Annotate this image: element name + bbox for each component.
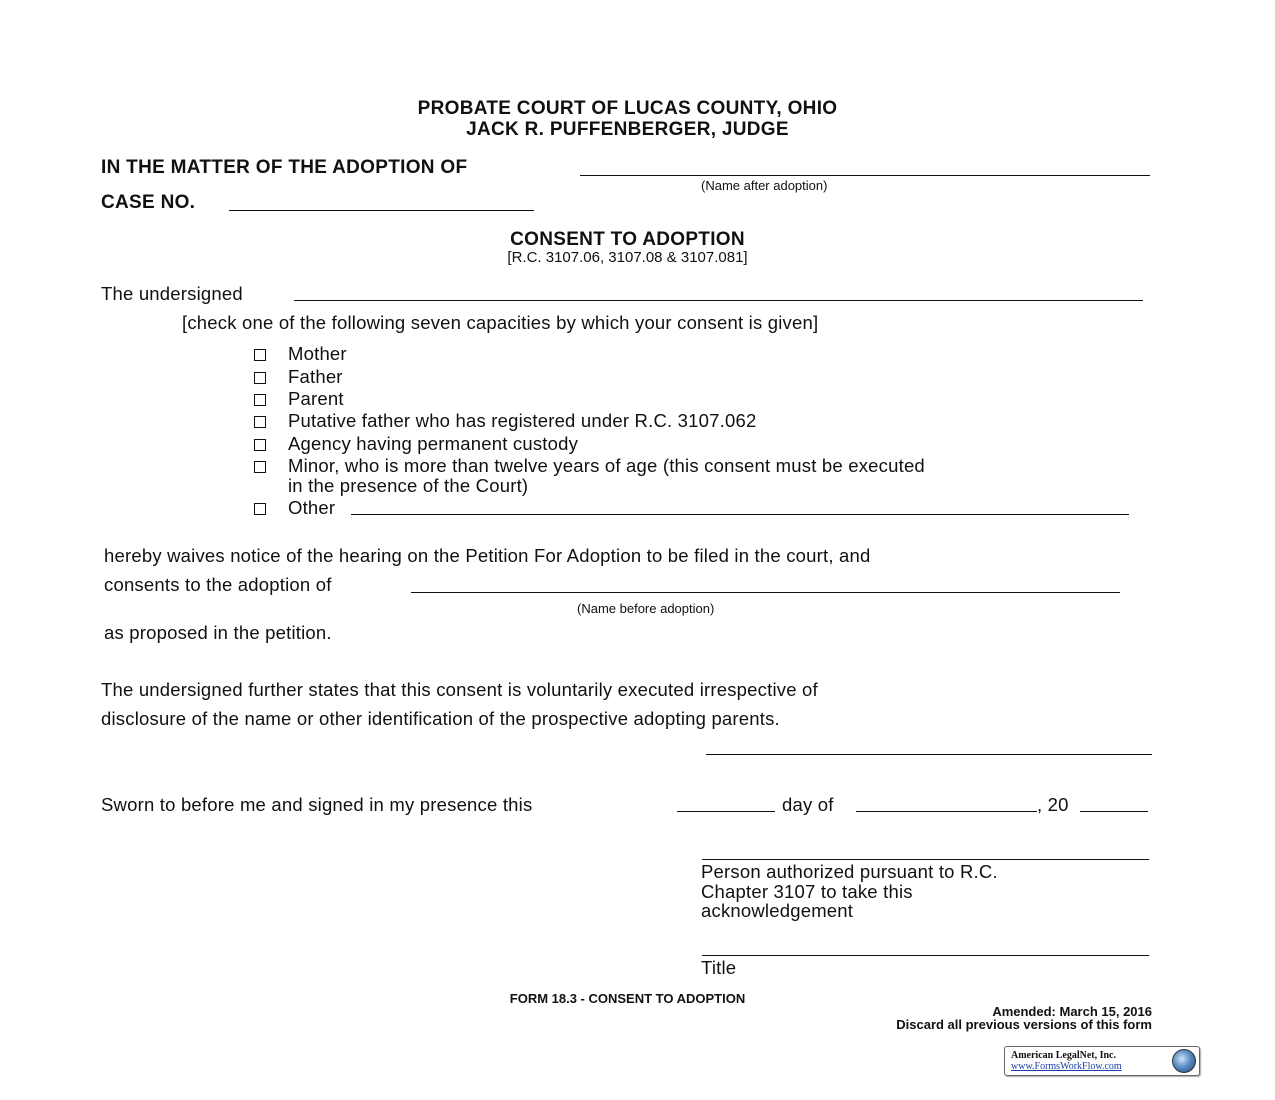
logo-url[interactable]: www.FormsWorkFlow.com (1011, 1061, 1122, 1072)
adoptee-name-after-field[interactable] (580, 175, 1150, 176)
signature-field[interactable] (706, 754, 1152, 755)
legalnet-logo (1004, 1046, 1200, 1076)
checkbox-father[interactable] (254, 372, 266, 384)
capacity-father-label: Father (288, 366, 343, 387)
sworn-month-field[interactable] (856, 811, 1037, 812)
undersigned-name-field[interactable] (294, 300, 1143, 301)
authorized-signature-field[interactable] (702, 859, 1149, 860)
name-before-hint: (Name before adoption) (577, 601, 715, 616)
form-number: FORM 18.3 - CONSENT TO ADOPTION (509, 991, 746, 1006)
form-title: CONSENT TO ADOPTION (510, 229, 745, 250)
checkbox-other[interactable] (254, 503, 266, 515)
capacity-mother-label: Mother (288, 343, 347, 364)
capacity-agency-label: Agency having permanent custody (288, 433, 579, 454)
statement-line-2: disclosure of the name or other identification of the prospective adopting parents. (101, 708, 780, 729)
sworn-year-prefix: , 20 (1037, 794, 1069, 815)
checkbox-parent[interactable] (254, 394, 266, 406)
title-label: Title (701, 957, 737, 978)
checkbox-minor[interactable] (254, 461, 266, 473)
adoptee-name-before-field[interactable] (411, 592, 1120, 593)
capacity-putative-father-label: Putative father who has registered under R.C. 3107.062 (288, 410, 757, 431)
name-after-hint: (Name after adoption) (701, 178, 828, 193)
logo-company-name: American LegalNet, Inc. (1011, 1050, 1116, 1061)
capacity-other-label: Other (288, 497, 336, 518)
capacity-instruction: [check one of the following seven capacities by which your consent is given] (182, 312, 819, 333)
checkbox-mother[interactable] (254, 349, 266, 361)
sworn-text: Sworn to before me and signed in my presence this (101, 794, 533, 815)
sworn-day-of-text: day of (782, 794, 834, 815)
capacity-minor-label: Minor, who is more than twelve years of age (this consent must be executed (288, 455, 925, 476)
case-no-label: CASE NO. (101, 192, 196, 213)
statement-line-1: The undersigned further states that this consent is voluntarily executed irrespective of (101, 679, 818, 700)
consent-text: consents to the adoption of (104, 574, 332, 595)
waiver-text: hereby waives notice of the hearing on the Petition For Adoption to be filed in the court, and (104, 545, 871, 566)
checkbox-agency[interactable] (254, 439, 266, 451)
undersigned-label: The undersigned (101, 283, 243, 304)
court-name: PROBATE COURT OF LUCAS COUNTY, OHIO (417, 98, 838, 119)
title-field[interactable] (702, 955, 1149, 956)
amended-date: Amended: March 15, 2016 (992, 1004, 1152, 1019)
globe-icon (1172, 1049, 1196, 1073)
sworn-day-field[interactable] (677, 811, 775, 812)
sworn-year-field[interactable] (1080, 811, 1148, 812)
capacity-minor-label-cont: in the presence of the Court) (288, 475, 529, 496)
capacity-parent-label: Parent (288, 388, 344, 409)
matter-label: IN THE MATTER OF THE ADOPTION OF (101, 157, 468, 178)
statute-citation: [R.C. 3107.06, 3107.08 & 3107.081] (507, 249, 748, 266)
proposed-text: as proposed in the petition. (104, 622, 332, 643)
authorized-line-3: acknowledgement (701, 900, 854, 921)
authorized-line-2: Chapter 3107 to take this (701, 881, 913, 902)
judge-name: JACK R. PUFFENBERGER, JUDGE (466, 119, 789, 140)
discard-notice: Discard all previous versions of this form (896, 1017, 1152, 1032)
authorized-line-1: Person authorized pursuant to R.C. (701, 861, 998, 882)
checkbox-putative-father[interactable] (254, 416, 266, 428)
case-no-field[interactable] (229, 210, 534, 211)
other-capacity-field[interactable] (351, 514, 1129, 515)
